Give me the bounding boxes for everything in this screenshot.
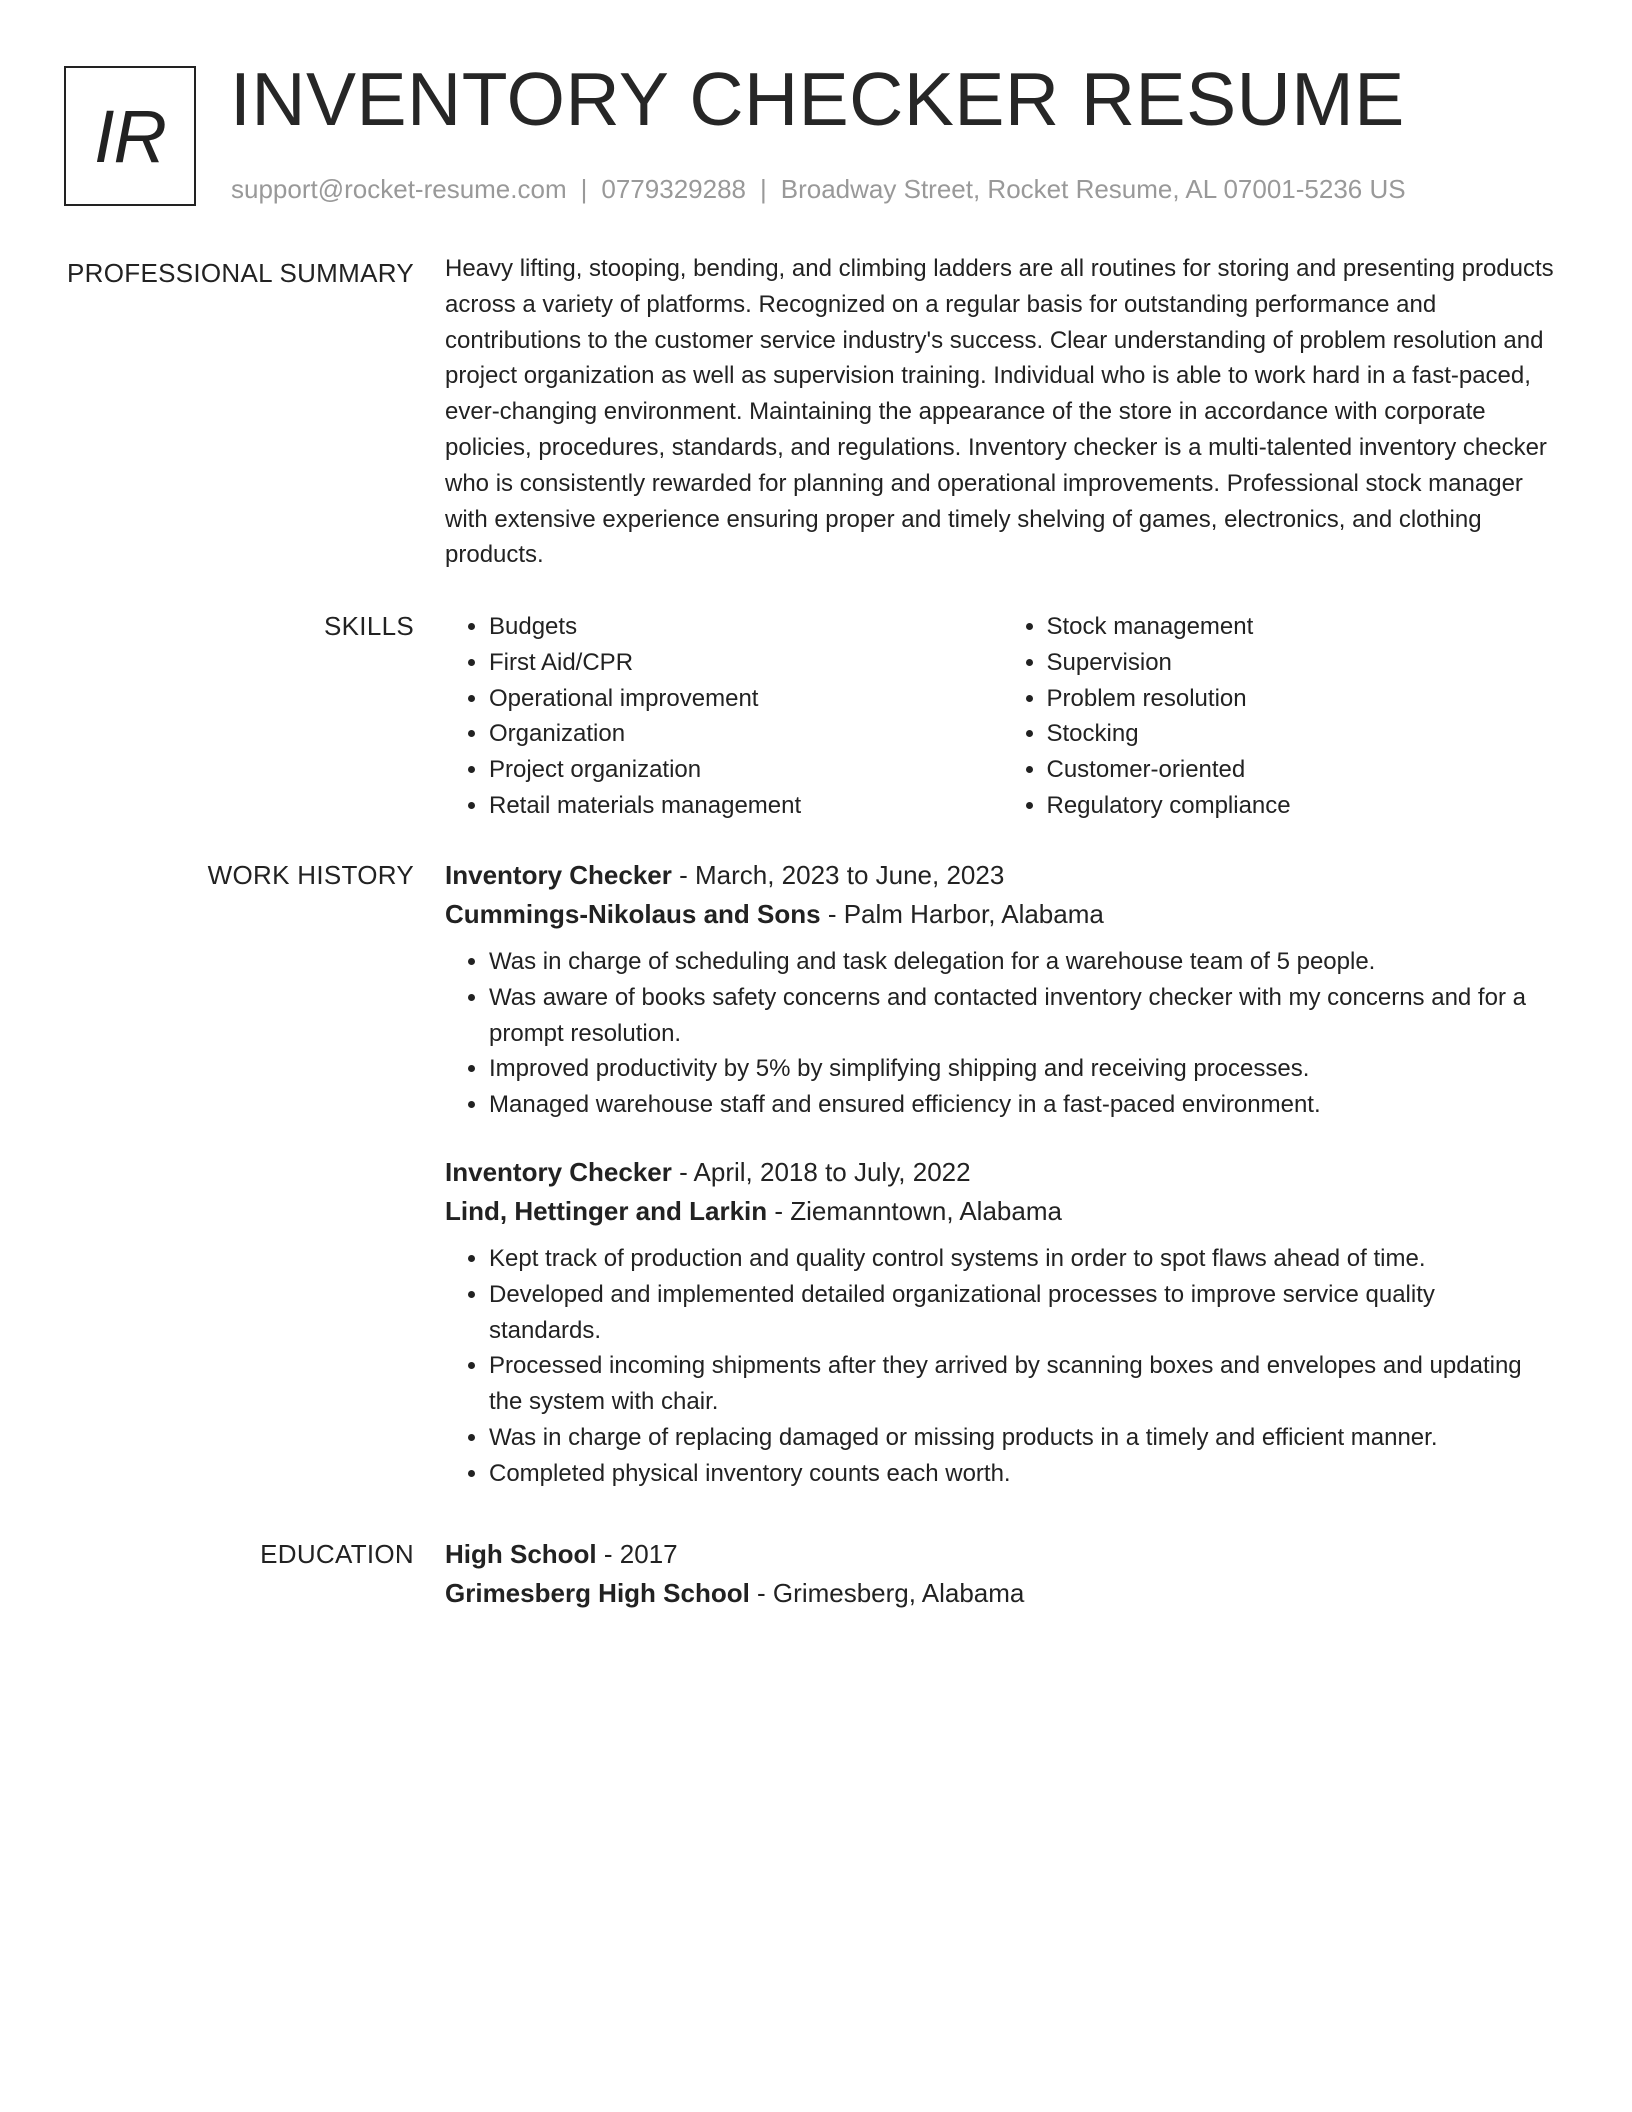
skills-list-right: [1003, 609, 1561, 824]
school-location: - Grimesberg, Alabama: [749, 1578, 1025, 1608]
job-bullet: • Developed and implemented detailed organizational processes to improve service quality standards.: [489, 1277, 1560, 1349]
skill-item: • First Aid/CPR: [489, 645, 1003, 681]
skills-heading: SKILLS: [324, 611, 414, 641]
skills-body: [445, 609, 1560, 824]
job-bullets: [445, 1241, 1560, 1492]
skill-item: • Budgets: [489, 609, 1003, 645]
company-name: Cummings-Nikolaus and Sons: [445, 899, 821, 929]
skill-item: • Project organization: [489, 752, 1003, 788]
job-bullets: [445, 944, 1560, 1123]
company-line: [445, 1191, 1560, 1231]
job-title: Inventory Checker: [445, 860, 672, 890]
degree-line: [445, 1535, 1560, 1573]
job-bullet: • Was in charge of scheduling and task delegation for a warehouse team of 5 people.: [489, 944, 1560, 980]
job-title: Inventory Checker: [445, 1156, 672, 1187]
company-location: - Palm Harbor, Alabama: [820, 899, 1104, 929]
graduation-year: - 2017: [596, 1539, 678, 1569]
skill-item: • Regulatory compliance: [1047, 788, 1561, 824]
job-dates: - March, 2023 to June, 2023: [671, 860, 1005, 890]
work-history-heading: WORK HISTORY: [207, 860, 414, 890]
contact-address: Broadway Street, Rocket Resume, AL 07001-5236 US: [780, 174, 1406, 204]
skill-item: • Operational improvement: [489, 681, 1003, 717]
job-title-line: [445, 856, 1560, 894]
education-body: [445, 1535, 1560, 1613]
contact-separator: |: [760, 174, 767, 204]
job-entry: [445, 1153, 1560, 1492]
contact-separator: |: [580, 174, 588, 204]
contact-line: [231, 174, 1406, 205]
job-bullet: • Was in charge of replacing damaged or missing products in a timely and efficient manner.: [489, 1420, 1560, 1456]
job-bullet: • Managed warehouse staff and ensured efficiency in a fast-paced environment.: [489, 1087, 1560, 1123]
education-heading: EDUCATION: [260, 1539, 414, 1569]
skill-item: • Supervision: [1047, 645, 1561, 681]
skill-item: • Stocking: [1047, 716, 1561, 752]
work-history-body: [445, 856, 1560, 1492]
skill-item: • Retail materials management: [489, 788, 1003, 824]
job-bullet: • Processed incoming shipments after they arrived by scanning boxes and envelopes and updating the system with chair.: [489, 1348, 1560, 1420]
job-bullet: • Was aware of books safety concerns and contacted inventory checker with my concerns and for a prompt resolution.: [489, 980, 1560, 1052]
summary-body: [445, 255, 1560, 573]
job-bullet: • Improved productivity by 5% by simplifying shipping and receiving processes.: [489, 1051, 1560, 1087]
job-title-line: [445, 1153, 1560, 1191]
company-line: [445, 894, 1560, 934]
job-bullet: • Completed physical inventory counts each worth.: [489, 1456, 1560, 1492]
summary-heading: PROFESSIONAL SUMMARY: [67, 258, 414, 288]
job-entry: [445, 856, 1560, 1123]
skill-item: • Stock management: [1047, 609, 1561, 645]
skills-list-left: [445, 609, 1003, 824]
school-line: [445, 1573, 1560, 1613]
page-title: INVENTORY CHECKER RESUME: [230, 57, 1405, 141]
company-name: Lind, Hettinger and Larkin: [445, 1195, 768, 1226]
skill-item: • Organization: [489, 716, 1003, 752]
company-location: - Ziemanntown, Alabama: [767, 1195, 1062, 1226]
contact-email: support@rocket-resume.com: [231, 174, 567, 204]
job-dates: - April, 2018 to July, 2022: [671, 1156, 971, 1187]
monogram-logo: IR: [64, 66, 196, 206]
job-bullet: • Kept track of production and quality control systems in order to spot flaws ahead of time.: [489, 1241, 1560, 1277]
skill-item: • Problem resolution: [1047, 681, 1561, 717]
contact-phone: 0779329288: [601, 174, 746, 204]
school-name: Grimesberg High School: [445, 1578, 750, 1608]
skill-item: • Customer-oriented: [1047, 752, 1561, 788]
summary-text: Heavy lifting, stooping, bending, and climbing ladders are all routines for storing and presenting products across a variety of platforms. Recognized on a regular basis for outstanding performance and contributions to the customer service industry's success. Clear understanding of problem resolution and project organization as well as supervision training. Individual who is able to work hard in a fast-paced, ever-changing environment. Maintaining the appearance of the store in accordance with corporate policies, procedures, standards, and regulations. Inventory checker is a multi-talented inventory checker who is consistently rewarded for planning and operational improvements. Professional stock manager with extensive experience ensuring proper and timely shelving of games, electronics, and clothing products.: [445, 255, 1554, 569]
degree: High School: [445, 1539, 597, 1569]
